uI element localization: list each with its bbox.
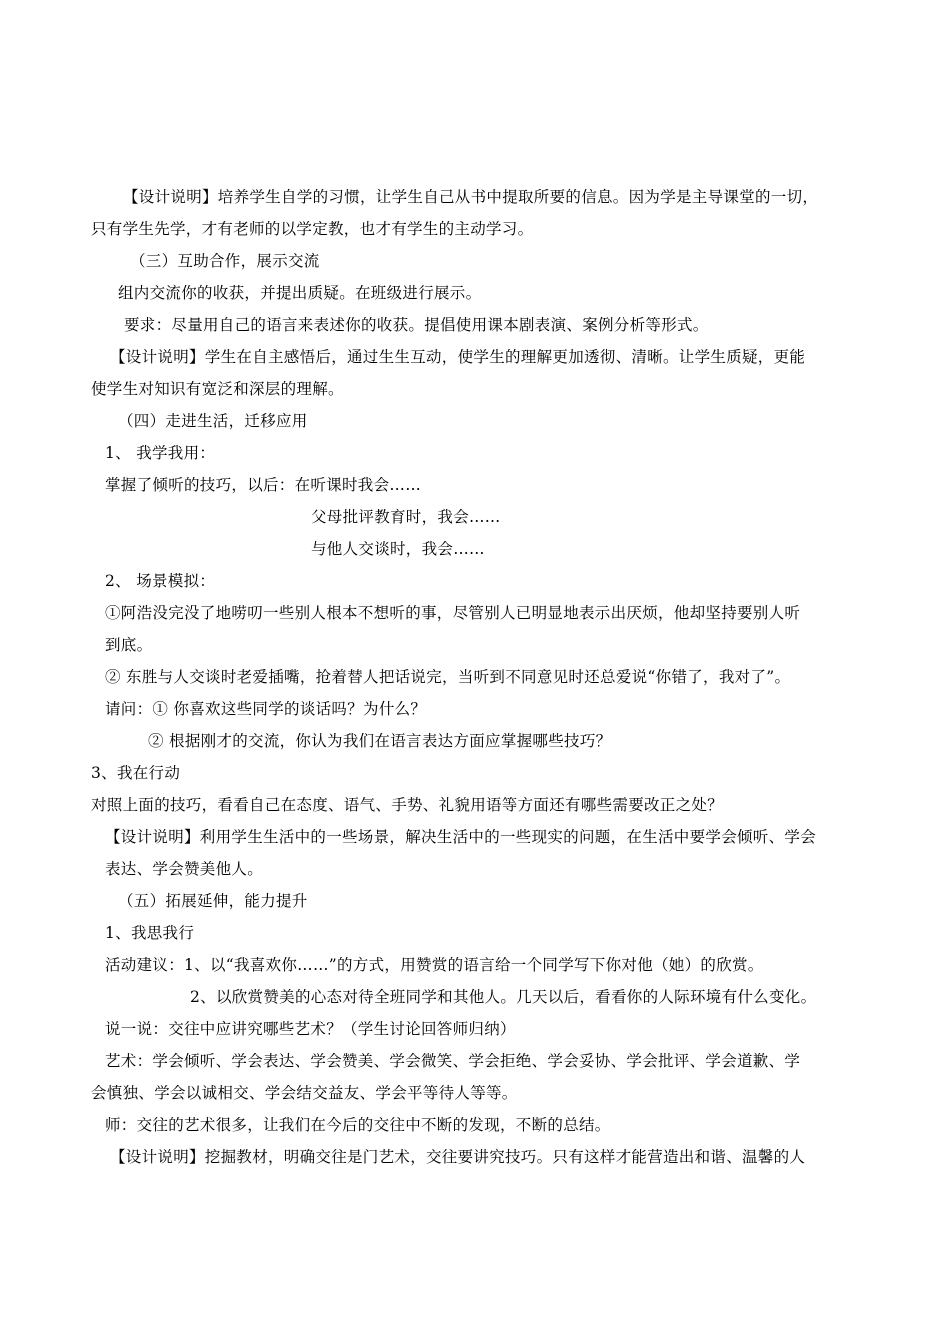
design-note-3-line-1: 【设计说明】利用学生生活中的一些场景，解决生活中的一些现实的问题，在生活中要学会倾听、学会 [105, 828, 817, 846]
arts-list-line-2: 会慎独、学会以诚相交、学会结交益友、学会平等待人等等。 [91, 1084, 518, 1102]
design-note-1-line-1: 【设计说明】培养学生自学的习惯，让学生自己从书中提取所要的信息。因为学是主导课堂的一切， [123, 188, 819, 206]
design-note-2-line-2: 使学生对知识有宽泛和深层的理解。 [91, 380, 344, 398]
section-5-heading: （五）拓展延伸，能力提升 [118, 892, 308, 910]
item-2-heading: 2、 场景模拟： [105, 572, 216, 590]
design-note-1-line-2: 只有学生先学，才有老师的以学定教，也才有学生的主动学习。 [91, 220, 534, 238]
requirement-text: 要求：尽量用自己的语言来表述你的收获。提倡使用课本剧表演、案例分析等形式。 [124, 316, 709, 334]
design-note-3-line-2: 表达、学会赞美他人。 [105, 860, 264, 878]
design-note-4-line-1: 【设计说明】挖掘教材，明确交往是门艺术，交往要讲究技巧。只有这样才能营造出和谐、温馨的人 [110, 1148, 806, 1166]
section-4-heading: （四）走进生活，迁移应用 [118, 412, 308, 430]
discussion-prompt: 说一说：交往中应讲究哪些艺术？（学生讨论回答师归纳） [105, 1020, 516, 1038]
parents-criticism-text: 父母批评教育时，我会…… [311, 508, 501, 526]
activity-suggestion-1: 活动建议：1、以“我喜欢你……”的方式，用赞赏的语言给一个同学写下你对他（她）的欣赏。 [105, 956, 764, 974]
question-2-text: ② 根据刚才的交流，你认为我们在语言表达方面应掌握哪些技巧？ [148, 732, 612, 750]
scenario-2-text: ② 东胜与人交谈时老爱插嘴，抢着替人把话说完，当听到不同意见时还总爱说“你错了，我对了”。 [105, 668, 791, 686]
listening-skill-text: 掌握了倾听的技巧，以后：在听课时我会…… [105, 476, 422, 494]
arts-list-line-1: 艺术：学会倾听、学会表达、学会赞美、学会微笑、学会拒绝、学会妥协、学会批评、学会道歉、学 [105, 1052, 801, 1070]
question-1-text: 请问：① 你喜欢这些同学的谈话吗？为什么？ [105, 700, 427, 718]
item-1-heading: 1、 我学我用： [105, 444, 216, 462]
talking-with-others-text: 与他人交谈时，我会…… [311, 540, 485, 558]
scenario-1-line-2: 到底。 [105, 636, 153, 654]
activity-suggestion-2: 2、以欣赏赞美的心态对待全班同学和其他人。几天以后，看看你的人际环境有什么变化。 [190, 988, 817, 1006]
section-3-heading: （三）互助合作，展示交流 [130, 252, 320, 270]
think-and-act-heading: 1、我思我行 [105, 924, 195, 942]
self-check-text: 对照上面的技巧，看看自己在态度、语气、手势、礼貌用语等方面还有哪些需要改正之处？ [91, 796, 724, 814]
group-exchange-text: 组内交流你的收获，并提出质疑。在班级进行展示。 [118, 284, 482, 302]
design-note-2-line-1: 【设计说明】学生在自主感悟后，通过生生互动，使学生的理解更加透彻、清晰。让学生质疑，更能 [110, 348, 806, 366]
scenario-1-line-1: ①阿浩没完没了地唠叨一些别人根本不想听的事，尽管别人已明显地表示出厌烦，他却坚持要别人听 [105, 604, 801, 622]
teacher-summary: 师：交往的艺术很多，让我们在今后的交往中不断的发现，不断的总结。 [105, 1116, 611, 1134]
item-3-heading: 3、我在行动 [91, 764, 181, 782]
